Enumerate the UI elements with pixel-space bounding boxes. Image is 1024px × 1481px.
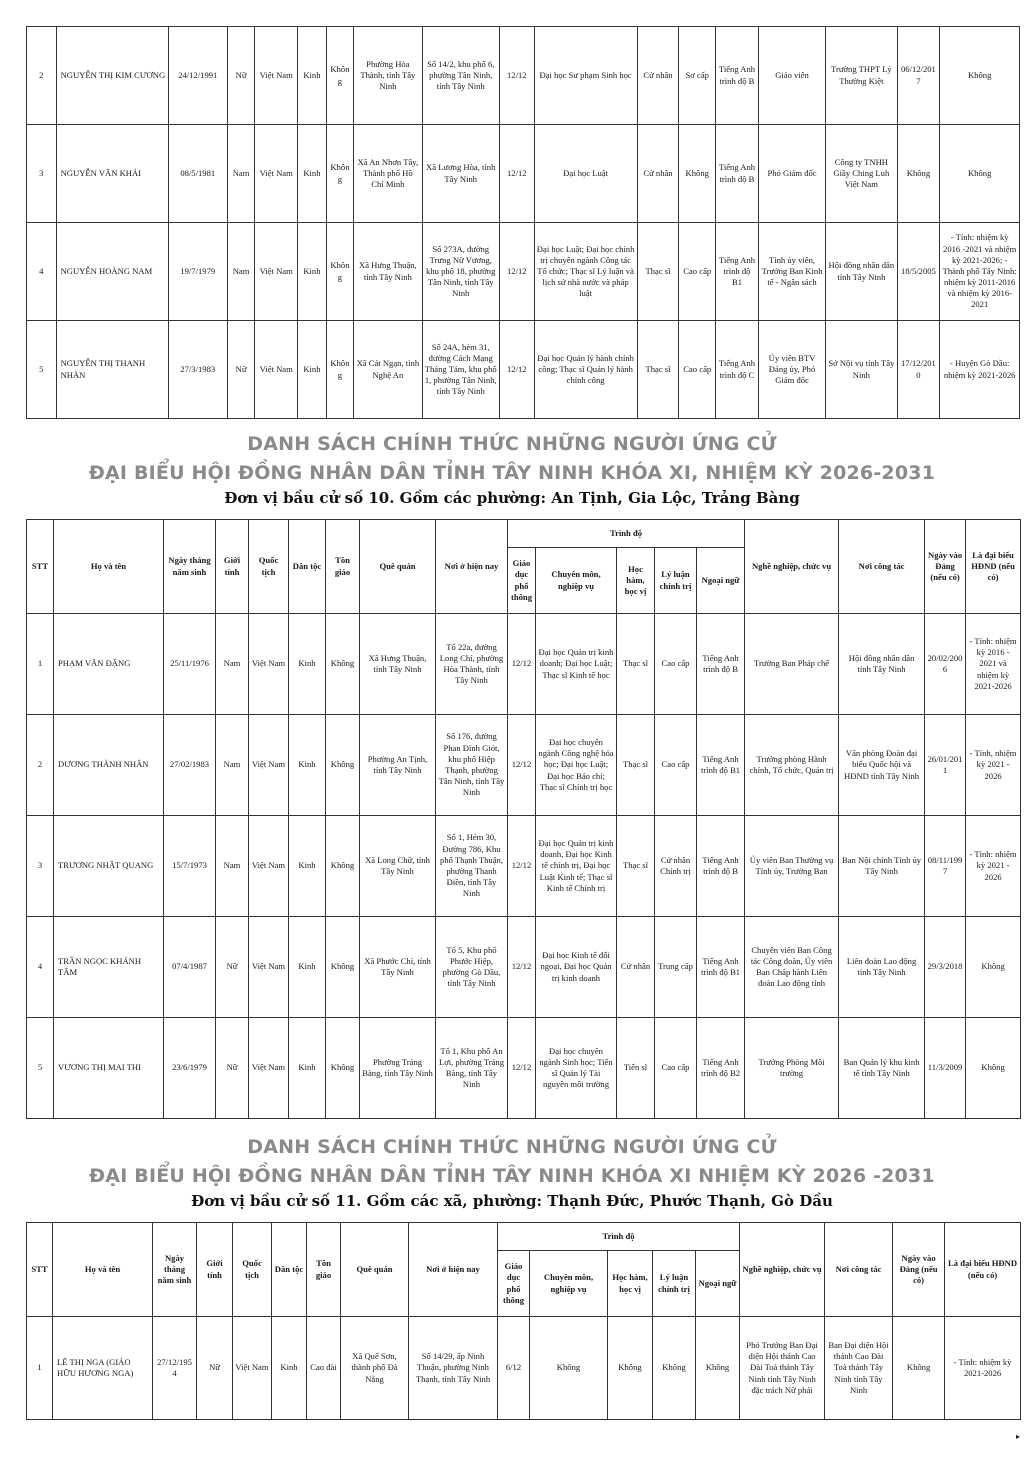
header-occupation: Nghề nghiệp, chức vụ <box>740 1223 825 1317</box>
cell-specialty: Đại học Quản trị kinh doanh; Đại học Luật; Thạc sĩ Kinh tế học <box>536 614 617 715</box>
header-degree: Học hàm, học vị <box>617 548 655 614</box>
cell-political: Cao cấp <box>655 1018 697 1119</box>
cell-degree: Cử nhân <box>637 27 679 125</box>
header-dob: Ngày tháng năm sinh <box>164 520 216 614</box>
cell-hometown: Xã Phước Chỉ, tỉnh Tây Ninh <box>360 917 436 1018</box>
cell-gender: Nữ <box>227 27 255 125</box>
cell-ethnicity: Kinh <box>298 125 327 223</box>
cell-nationality: Việt Nam <box>255 125 298 223</box>
cell-specialty: Đại học chuyên ngành Sinh học; Tiến sĩ Quản lý Tài nguyên môi trường <box>536 1018 617 1119</box>
cell-ethnicity: Kinh <box>298 27 327 125</box>
section-subtitle: Đơn vị bầu cử số 11. Gồm các xã, phường: Thạnh Đức, Phước Thạnh, Gò Dầu <box>191 1192 833 1210</box>
section-subtitle: Đơn vị bầu cử số 10. Gồm các phường: An Tịnh, Gia Lộc, Trảng Bàng <box>224 489 800 507</box>
cell-residence: Số 14/2, khu phố 6, phường Tân Ninh, tỉnh Tây Ninh <box>422 27 499 125</box>
cell-delegate: Không <box>940 125 1020 223</box>
cell-general-edu: 12/12 <box>508 614 536 715</box>
cell-delegate: Không <box>940 27 1020 125</box>
cell-stt: 3 <box>27 816 54 917</box>
cell-general-edu: 6/12 <box>498 1317 530 1420</box>
cell-dob: 08/5/1981 <box>168 125 227 223</box>
cell-party-date: Không <box>897 125 940 223</box>
header-stt: STT <box>27 520 54 614</box>
cell-name: NGUYỄN HOÀNG NAM <box>56 223 168 321</box>
cell-occupation: Chuyên viên Ban Công tác Công đoàn, Ủy viên Ban Chấp hành Liên đoàn Lao động tỉnh <box>745 917 839 1018</box>
cell-gender: Nữ <box>216 1018 249 1119</box>
cell-stt: 5 <box>27 1018 54 1119</box>
cell-stt: 3 <box>27 125 57 223</box>
candidates-table-unit-11 <box>26 1222 1021 1420</box>
cell-general-edu: 12/12 <box>499 27 534 125</box>
header-workplace: Nơi công tác <box>825 1223 893 1317</box>
cell-party-date: 26/01/2011 <box>925 715 966 816</box>
cell-name: NGUYỄN THỊ KIM CƯƠNG <box>56 27 168 125</box>
cell-nationality: Việt Nam <box>233 1317 272 1420</box>
cell-degree: Thạc sĩ <box>617 816 655 917</box>
cell-general-edu: 12/12 <box>508 917 536 1018</box>
cell-occupation: Trưởng Phòng Môi trường <box>745 1018 839 1119</box>
cell-language: Tiếng Anh trình độ B <box>716 125 759 223</box>
table-header <box>27 1223 1021 1317</box>
cell-name: TRẦN NGỌC KHÁNH TÂM <box>54 917 164 1018</box>
cell-language: Tiếng Anh trình độ B <box>697 614 745 715</box>
cell-religion: Không <box>326 1018 360 1119</box>
cell-religion: Không <box>326 125 354 223</box>
header-workplace: Nơi công tác <box>839 520 925 614</box>
cell-political: Cử nhân Chính trị <box>655 816 697 917</box>
cell-degree: Thạc sĩ <box>617 614 655 715</box>
cell-hometown: Xã Hưng Thuận, tỉnh Tây Ninh <box>360 614 436 715</box>
cell-dob: 15/7/1973 <box>164 816 216 917</box>
cell-language: Tiếng Anh trình độ B1 <box>697 715 745 816</box>
header-general-edu: Giáo dục phổ thông <box>508 548 536 614</box>
cell-gender: Nam <box>216 614 249 715</box>
cell-general-edu: 12/12 <box>508 816 536 917</box>
cell-residence: Số 14/29, ấp Ninh Thuận, phường Ninh Thạnh, tỉnh Tây Ninh <box>409 1317 498 1420</box>
header-language: Ngoại ngữ <box>697 548 745 614</box>
cell-degree: Thạc sĩ <box>637 321 679 419</box>
cell-religion: Không <box>326 27 354 125</box>
cell-specialty: Đại học Quản trị kinh doanh, Đại học Kinh tế chính trị, Đại học Luật Kinh tế; Thạc sĩ Kinh tế Chính trị <box>536 816 617 917</box>
cell-hometown: Phường Trảng Bàng, tỉnh Tây Ninh <box>360 1018 436 1119</box>
table-row <box>27 917 1021 1018</box>
header-occupation: Nghề nghiệp, chức vụ <box>745 520 839 614</box>
header-general-edu: Giáo dục phổ thông <box>498 1251 530 1317</box>
header-party-date: Ngày vào Đảng (nếu có) <box>893 1223 945 1317</box>
cell-dob: 27/12/1954 <box>153 1317 197 1420</box>
cell-delegate: - Tỉnh, nhiệm kỳ 2021 - 2026 <box>966 715 1021 816</box>
cell-political: Cao cấp <box>655 614 697 715</box>
cell-name: VƯƠNG THỊ MAI THI <box>54 1018 164 1119</box>
cell-name: NGUYỄN THỊ THANH NHÀN <box>56 321 168 419</box>
header-religion: Tôn giáo <box>307 1223 341 1317</box>
cell-gender: Nữ <box>197 1317 233 1420</box>
header-delegate: Là đại biểu HĐND (nếu có) <box>945 1223 1021 1317</box>
header-nationality: Quốc tịch <box>233 1223 272 1317</box>
header-party-date: Ngày vào Đảng (nếu có) <box>925 520 966 614</box>
cell-religion: Không <box>326 715 360 816</box>
cell-political: Cao cấp <box>679 321 716 419</box>
cell-gender: Nam <box>216 715 249 816</box>
cell-occupation: Giáo viên <box>758 27 825 125</box>
cell-party-date: 20/02/2006 <box>925 614 966 715</box>
header-hometown: Quê quán <box>360 520 436 614</box>
cell-party-date: Không <box>893 1317 945 1420</box>
cell-degree: Thạc sĩ <box>637 223 679 321</box>
table-row <box>27 223 1020 321</box>
cell-specialty: Đại học Luật; Đại học chính trị chuyên ngành Công tác Tổ chức; Thạc sĩ Lý luận và lịch sử nhà nước và pháp luật <box>534 223 637 321</box>
cell-residence: Số 1, Hẻm 30, Đường 786, Khu phố Thạnh Thuận, phường Thanh Điền, tỉnh Tây Ninh <box>436 816 508 917</box>
cell-occupation: Trưởng phòng Hành chính, Tổ chức, Quản trị <box>745 715 839 816</box>
cell-residence: Tổ 22a, đường Long Chí, phường Hòa Thành, tỉnh Tây Ninh <box>436 614 508 715</box>
cell-workplace: Ban Nội chính Tỉnh ủy Tây Ninh <box>839 816 925 917</box>
cell-delegate: - Huyện Gò Dầu: nhiệm kỳ 2021-2026 <box>940 321 1020 419</box>
table-row <box>27 1018 1021 1119</box>
cell-ethnicity: Kinh <box>289 917 326 1018</box>
cell-name: LÊ THỊ NGA (GIÁO HỮU HƯƠNG NGA) <box>53 1317 153 1420</box>
cell-specialty: Đại học Quản lý hành chính công; Thạc sĩ Quản lý hành chính công <box>534 321 637 419</box>
cell-residence: Xã Lương Hòa, tỉnh Tây Ninh <box>422 125 499 223</box>
cell-name: TRƯƠNG NHẬT QUANG <box>54 816 164 917</box>
cell-degree: Cử nhân <box>617 917 655 1018</box>
cell-stt: 4 <box>27 223 57 321</box>
cell-hometown: Phường Hòa Thành, tỉnh Tây Ninh <box>354 27 422 125</box>
cell-workplace: Sở Nội vụ tỉnh Tây Ninh <box>826 321 897 419</box>
cell-degree: Cử nhân <box>637 125 679 223</box>
cell-language: Tiếng Anh trình độ C <box>716 321 759 419</box>
cell-degree: Thạc sĩ <box>617 715 655 816</box>
cell-stt: 2 <box>27 715 54 816</box>
cell-dob: 07/4/1987 <box>164 917 216 1018</box>
cell-hometown: Xã Quế Sơn, thành phố Đà Nẵng <box>341 1317 409 1420</box>
cell-stt: 4 <box>27 917 54 1018</box>
header-name: Họ và tên <box>54 520 164 614</box>
cell-nationality: Việt Nam <box>255 223 298 321</box>
cell-specialty: Đại học Luật <box>534 125 637 223</box>
cell-specialty: Không <box>530 1317 608 1420</box>
cell-residence: Số 273A, đường Trưng Nữ Vương, khu phố 18, phường Tân Ninh, tỉnh Tây Ninh <box>422 223 499 321</box>
header-specialty: Chuyên môn, nghiệp vụ <box>530 1251 608 1317</box>
cell-language: Tiếng Anh trình độ B <box>716 27 759 125</box>
cell-degree: Tiến sĩ <box>617 1018 655 1119</box>
cell-dob: 24/12/1991 <box>168 27 227 125</box>
table-body <box>27 27 1020 419</box>
section-title-line2: ĐẠI BIỂU HỘI ĐỒNG NHÂN DÂN TỈNH TÂY NINH KHÓA XI, NHIỆM KỲ 2026-2031 <box>88 462 936 484</box>
table-body <box>27 1317 1021 1420</box>
header-dob: Ngày tháng năm sinh <box>153 1223 197 1317</box>
table-row <box>27 125 1020 223</box>
cell-ethnicity: Kinh <box>289 614 326 715</box>
cell-degree: Không <box>608 1317 653 1420</box>
cell-residence: Số 176, đường Phan Đình Giót, khu phố Hiệp Thạnh, phường Tân Ninh, tỉnh Tây Ninh <box>436 715 508 816</box>
cell-ethnicity: Kinh <box>298 321 327 419</box>
header-language: Ngoại ngữ <box>696 1251 740 1317</box>
cell-workplace: Trường THPT Lý Thường Kiệt <box>826 27 897 125</box>
cell-stt: 1 <box>27 1317 53 1420</box>
cell-religion: Không <box>326 321 354 419</box>
cell-dob: 23/6/1979 <box>164 1018 216 1119</box>
header-gender: Giới tính <box>197 1223 233 1317</box>
header-qualification: Trình độ <box>508 520 745 548</box>
page-marker: ▸ <box>1015 1432 1020 1441</box>
cell-occupation: Tỉnh ủy viên, Trưởng Ban Kinh tế - Ngân sách <box>758 223 825 321</box>
cell-workplace: Ban Quản lý khu kinh tế tỉnh Tây Ninh <box>839 1018 925 1119</box>
cell-delegate: - Tỉnh: nhiệm kỳ 2016 - 2021 và nhiệm kỳ 2021-2026 <box>966 614 1021 715</box>
table-row <box>27 715 1021 816</box>
header-degree: Học hàm, học vị <box>608 1251 653 1317</box>
cell-residence: Tổ 5, Khu phố Phước Hiệp, phường Gò Dầu, tỉnh Tây Ninh <box>436 917 508 1018</box>
header-delegate: Là đại biểu HĐND (nếu có) <box>966 520 1021 614</box>
cell-language: Tiếng Anh trình độ B1 <box>697 917 745 1018</box>
cell-gender: Nam <box>227 125 255 223</box>
cell-language: Tiếng Anh trình độ B2 <box>697 1018 745 1119</box>
header-ethnicity: Dân tộc <box>272 1223 307 1317</box>
cell-nationality: Việt Nam <box>249 715 289 816</box>
table-row <box>27 816 1021 917</box>
cell-stt: 2 <box>27 27 57 125</box>
cell-gender: Nam <box>216 816 249 917</box>
cell-political: Không <box>679 125 716 223</box>
table-row <box>27 1317 1021 1420</box>
header-hometown: Quê quán <box>341 1223 409 1317</box>
cell-general-edu: 12/12 <box>508 1018 536 1119</box>
cell-hometown: Xã Long Chữ, tỉnh Tây Ninh <box>360 816 436 917</box>
cell-language: Không <box>696 1317 740 1420</box>
cell-hometown: Xã An Nhơn Tây, Thành phố Hồ Chí Minh <box>354 125 422 223</box>
cell-ethnicity: Kinh <box>272 1317 307 1420</box>
section-10-heading <box>0 430 1024 508</box>
table-body <box>27 614 1021 1119</box>
header-gender: Giới tính <box>216 520 249 614</box>
cell-delegate: - Tỉnh: nhiệm kỳ 2016 -2021 và nhiệm kỳ 2021-2026; - Thành phố Tây Ninh: nhiệm kỳ 2011-2016 và nhiệm kỳ 2016-2021 <box>940 223 1020 321</box>
cell-gender: Nữ <box>227 321 255 419</box>
cell-delegate: Không <box>966 1018 1021 1119</box>
cell-party-date: 29/3/2018 <box>925 917 966 1018</box>
header-residence: Nơi ở hiện nay <box>409 1223 498 1317</box>
cell-ethnicity: Kinh <box>289 715 326 816</box>
cell-nationality: Việt Nam <box>249 917 289 1018</box>
cell-specialty: Đại học Sư phạm Sinh học <box>534 27 637 125</box>
cell-political: Không <box>653 1317 696 1420</box>
cell-nationality: Việt Nam <box>255 321 298 419</box>
candidates-table-continued <box>26 26 1020 419</box>
cell-delegate: - Tỉnh: nhiệm kỳ 2021 - 2026 <box>966 816 1021 917</box>
section-title-line2: ĐẠI BIỂU HỘI ĐỒNG NHÂN DÂN TỈNH TÂY NINH KHÓA XI NHIỆM KỲ 2026 -2031 <box>89 1165 935 1187</box>
section-title-line1: DANH SÁCH CHÍNH THỨC NHỮNG NGƯỜI ỨNG CỬ <box>247 1136 777 1158</box>
table-header <box>27 520 1021 614</box>
header-residence: Nơi ở hiện nay <box>436 520 508 614</box>
cell-hometown: Xã Cát Ngạn, tỉnh Nghệ An <box>354 321 422 419</box>
cell-general-edu: 12/12 <box>499 321 534 419</box>
cell-delegate: - Tỉnh: nhiệm kỳ 2021-2026 <box>945 1317 1021 1420</box>
cell-dob: 27/02/1983 <box>164 715 216 816</box>
cell-stt: 1 <box>27 614 54 715</box>
cell-religion: Cao đài <box>307 1317 341 1420</box>
cell-party-date: 17/12/2010 <box>897 321 940 419</box>
cell-name: PHẠM VĂN ĐẶNG <box>54 614 164 715</box>
cell-general-edu: 12/12 <box>499 125 534 223</box>
table-row <box>27 614 1021 715</box>
header-specialty: Chuyên môn, nghiệp vụ <box>536 548 617 614</box>
cell-occupation: Phó Giám đốc <box>758 125 825 223</box>
table-row <box>27 321 1020 419</box>
cell-party-date: 06/12/2017 <box>897 27 940 125</box>
cell-stt: 5 <box>27 321 57 419</box>
section-title-line1: DANH SÁCH CHÍNH THỨC NHỮNG NGƯỜI ỨNG CỬ <box>247 433 777 455</box>
header-ethnicity: Dân tộc <box>289 520 326 614</box>
cell-workplace: Ban Đại diện Hội thánh Cao Đài Toà thánh Tây Ninh tỉnh Tây Ninh <box>825 1317 893 1420</box>
cell-general-edu: 12/12 <box>508 715 536 816</box>
cell-religion: Không <box>326 614 360 715</box>
cell-party-date: 18/5/2005 <box>897 223 940 321</box>
cell-specialty: Đại học Kinh tế đối ngoại, Đại học Quản trị kinh doanh <box>536 917 617 1018</box>
cell-nationality: Việt Nam <box>255 27 298 125</box>
cell-occupation: Trưởng Ban Pháp chế <box>745 614 839 715</box>
cell-religion: Không <box>326 816 360 917</box>
cell-workplace: Văn phòng Đoàn đại biểu Quốc hội và HĐND tỉnh Tây Ninh <box>839 715 925 816</box>
cell-nationality: Việt Nam <box>249 1018 289 1119</box>
cell-religion: Không <box>326 917 360 1018</box>
cell-party-date: 08/11/1997 <box>925 816 966 917</box>
cell-residence: Tổ 1, Khu phố An Lợi, phường Trảng Bàng, tỉnh Tây Ninh <box>436 1018 508 1119</box>
cell-delegate: Không <box>966 917 1021 1018</box>
cell-workplace: Liên đoàn Lao động tỉnh Tây Ninh <box>839 917 925 1018</box>
header-religion: Tôn giáo <box>326 520 360 614</box>
cell-name: DƯƠNG THÀNH NHÂN <box>54 715 164 816</box>
cell-dob: 19/7/1979 <box>168 223 227 321</box>
header-political: Lý luận chính trị <box>653 1251 696 1317</box>
cell-residence: Số 24A, hẻm 31, đường Cách Mạng Tháng Tám, khu phố 1, phường Tân Ninh, tỉnh Tây Ninh <box>422 321 499 419</box>
cell-political: Trung cấp <box>655 917 697 1018</box>
header-stt: STT <box>27 1223 53 1317</box>
cell-nationality: Việt Nam <box>249 614 289 715</box>
cell-hometown: Phường An Tịnh, tỉnh Tây Ninh <box>360 715 436 816</box>
table-row <box>27 27 1020 125</box>
cell-ethnicity: Kinh <box>298 223 327 321</box>
cell-religion: Không <box>326 223 354 321</box>
cell-language: Tiếng Anh trình độ B1 <box>716 223 759 321</box>
cell-occupation: Phó Trưởng Ban Đại diện Hội thánh Cao Đài Toà thánh Tây Ninh tỉnh Tây Ninh đặc trách Nữ phái <box>740 1317 825 1420</box>
cell-gender: Nam <box>227 223 255 321</box>
cell-name: NGUYỄN VĂN KHẢI <box>56 125 168 223</box>
cell-party-date: 11/3/2009 <box>925 1018 966 1119</box>
cell-language: Tiếng Anh trình độ B <box>697 816 745 917</box>
cell-hometown: Xã Hưng Thuận, tỉnh Tây Ninh <box>354 223 422 321</box>
cell-ethnicity: Kinh <box>289 1018 326 1119</box>
cell-specialty: Đại học chuyên ngành Công nghệ hóa học; Đại học Luật; Đại học Báo chí; Thạc sĩ Chính trị học <box>536 715 617 816</box>
section-11-heading <box>0 1133 1024 1211</box>
cell-general-edu: 12/12 <box>499 223 534 321</box>
cell-occupation: Ủy viên BTV Đảng ủy, Phó Giám đốc <box>758 321 825 419</box>
candidates-table-unit-10 <box>26 519 1021 1119</box>
cell-dob: 27/3/1983 <box>168 321 227 419</box>
header-political: Lý luận chính trị <box>655 548 697 614</box>
cell-workplace: Công ty TNHH Giầy Ching Luh Việt Nam <box>826 125 897 223</box>
header-qualification: Trình độ <box>498 1223 740 1251</box>
header-name: Họ và tên <box>53 1223 153 1317</box>
cell-dob: 25/11/1976 <box>164 614 216 715</box>
cell-occupation: Ủy viên Ban Thường vụ Tỉnh ủy, Trưởng Ban <box>745 816 839 917</box>
cell-workplace: Hội đồng nhân dân tỉnh Tây Ninh <box>826 223 897 321</box>
cell-political: Cao cấp <box>655 715 697 816</box>
header-nationality: Quốc tịch <box>249 520 289 614</box>
cell-gender: Nữ <box>216 917 249 1018</box>
cell-political: Sơ cấp <box>679 27 716 125</box>
cell-political: Cao cấp <box>679 223 716 321</box>
cell-nationality: Việt Nam <box>249 816 289 917</box>
cell-ethnicity: Kinh <box>289 816 326 917</box>
cell-workplace: Hội đồng nhân dân tỉnh Tây Ninh <box>839 614 925 715</box>
